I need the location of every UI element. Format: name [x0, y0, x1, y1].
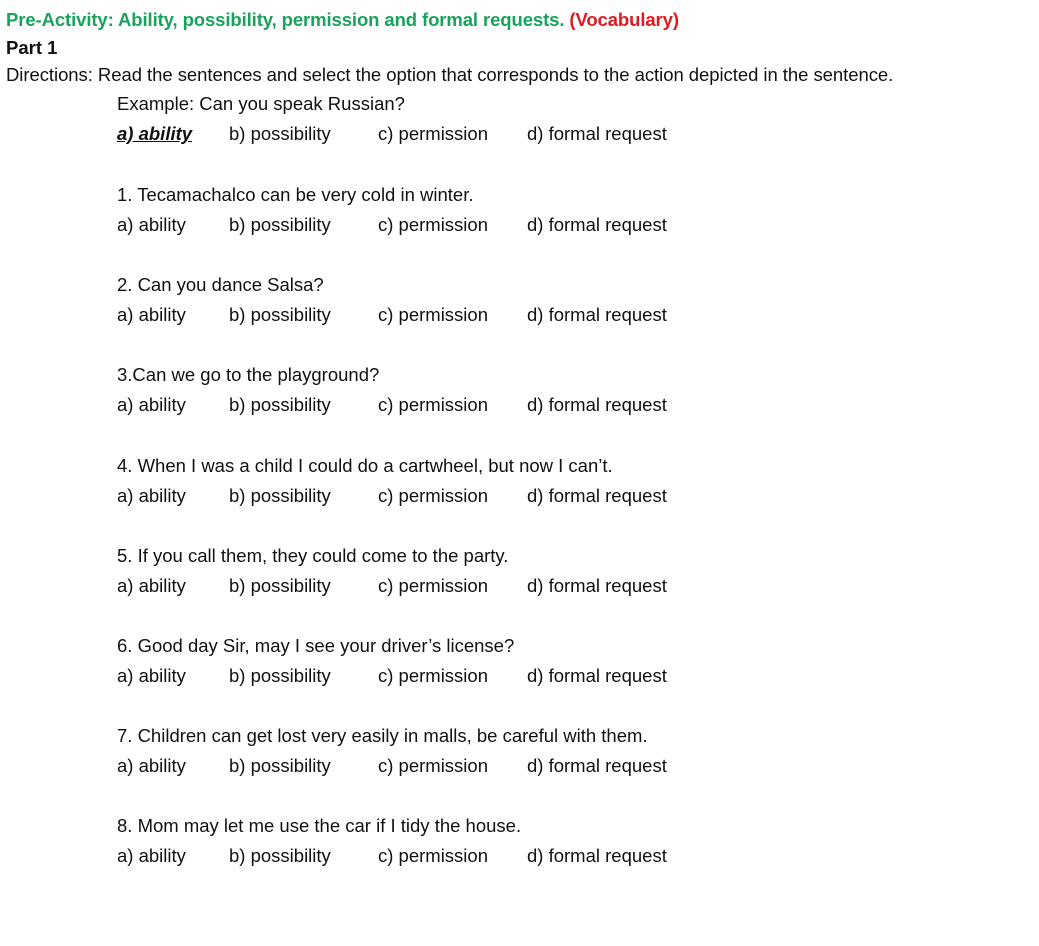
question-5	[117, 541, 667, 601]
option-ability[interactable]: a) ability	[117, 304, 186, 325]
option-ability[interactable]: a) ability	[117, 575, 186, 596]
example-sentence: Example: Can you speak Russian?	[117, 93, 405, 114]
question-sentence: 5. If you call them, they could come to the party.	[117, 545, 509, 566]
option-ability[interactable]: a) ability	[117, 485, 186, 506]
option-formal-request[interactable]: d) formal request	[527, 394, 667, 415]
question-7	[117, 721, 667, 781]
option-permission[interactable]: c) permission	[378, 665, 488, 686]
question-options	[117, 210, 667, 240]
part-heading: Part 1	[6, 37, 58, 58]
worksheet-title	[6, 9, 679, 31]
option-permission[interactable]: c) permission	[378, 755, 488, 776]
example-options	[117, 119, 667, 149]
question-sentence: 6. Good day Sir, may I see your driver’s license?	[117, 635, 515, 656]
question-sentence: 3.Can we go to the playground?	[117, 364, 380, 385]
option-permission[interactable]: c) permission	[378, 485, 488, 506]
example-option-b[interactable]: b) possibility	[229, 123, 331, 144]
option-formal-request[interactable]: d) formal request	[527, 304, 667, 325]
question-sentence: 2. Can you dance Salsa?	[117, 274, 324, 295]
question-options	[117, 300, 667, 330]
option-formal-request[interactable]: d) formal request	[527, 845, 667, 866]
example-option-d[interactable]: d) formal request	[527, 123, 667, 144]
option-formal-request[interactable]: d) formal request	[527, 665, 667, 686]
option-ability[interactable]: a) ability	[117, 845, 186, 866]
option-possibility[interactable]: b) possibility	[229, 485, 331, 506]
option-possibility[interactable]: b) possibility	[229, 304, 331, 325]
option-possibility[interactable]: b) possibility	[229, 665, 331, 686]
option-ability[interactable]: a) ability	[117, 394, 186, 415]
option-formal-request[interactable]: d) formal request	[527, 755, 667, 776]
example-option-c[interactable]: c) permission	[378, 123, 488, 144]
question-8	[117, 811, 667, 871]
option-permission[interactable]: c) permission	[378, 845, 488, 866]
question-options	[117, 661, 667, 691]
option-permission[interactable]: c) permission	[378, 304, 488, 325]
option-permission[interactable]: c) permission	[378, 214, 488, 235]
question-sentence: 1. Tecamachalco can be very cold in winter.	[117, 184, 474, 205]
option-ability[interactable]: a) ability	[117, 665, 186, 686]
option-possibility[interactable]: b) possibility	[229, 214, 331, 235]
option-possibility[interactable]: b) possibility	[229, 575, 331, 596]
question-3	[117, 360, 667, 420]
title-tag: (Vocabulary)	[569, 9, 679, 30]
option-possibility[interactable]: b) possibility	[229, 755, 331, 776]
directions-text: Directions: Read the sentences and select the option that corresponds to the action depicted in the sentence.	[6, 64, 894, 85]
question-options	[117, 841, 667, 871]
question-options	[117, 390, 667, 420]
question-options	[117, 571, 667, 601]
question-4	[117, 451, 667, 511]
option-formal-request[interactable]: d) formal request	[527, 485, 667, 506]
option-possibility[interactable]: b) possibility	[229, 845, 331, 866]
question-sentence: 8. Mom may let me use the car if I tidy the house.	[117, 815, 522, 836]
question-6	[117, 631, 667, 691]
option-permission[interactable]: c) permission	[378, 575, 488, 596]
option-possibility[interactable]: b) possibility	[229, 394, 331, 415]
option-permission[interactable]: c) permission	[378, 394, 488, 415]
option-ability[interactable]: a) ability	[117, 214, 186, 235]
example-option-a-selected[interactable]: a) ability	[117, 123, 193, 144]
question-options	[117, 481, 667, 511]
title-main: Pre-Activity: Ability, possibility, permission and formal requests.	[6, 9, 565, 30]
question-options	[117, 751, 667, 781]
question-2	[117, 270, 667, 330]
question-1	[117, 180, 667, 240]
question-sentence: 4. When I was a child I could do a cartwheel, but now I can’t.	[117, 455, 613, 476]
option-formal-request[interactable]: d) formal request	[527, 575, 667, 596]
option-formal-request[interactable]: d) formal request	[527, 214, 667, 235]
example-block	[117, 89, 667, 149]
question-sentence: 7. Children can get lost very easily in malls, be careful with them.	[117, 725, 648, 746]
option-ability[interactable]: a) ability	[117, 755, 186, 776]
